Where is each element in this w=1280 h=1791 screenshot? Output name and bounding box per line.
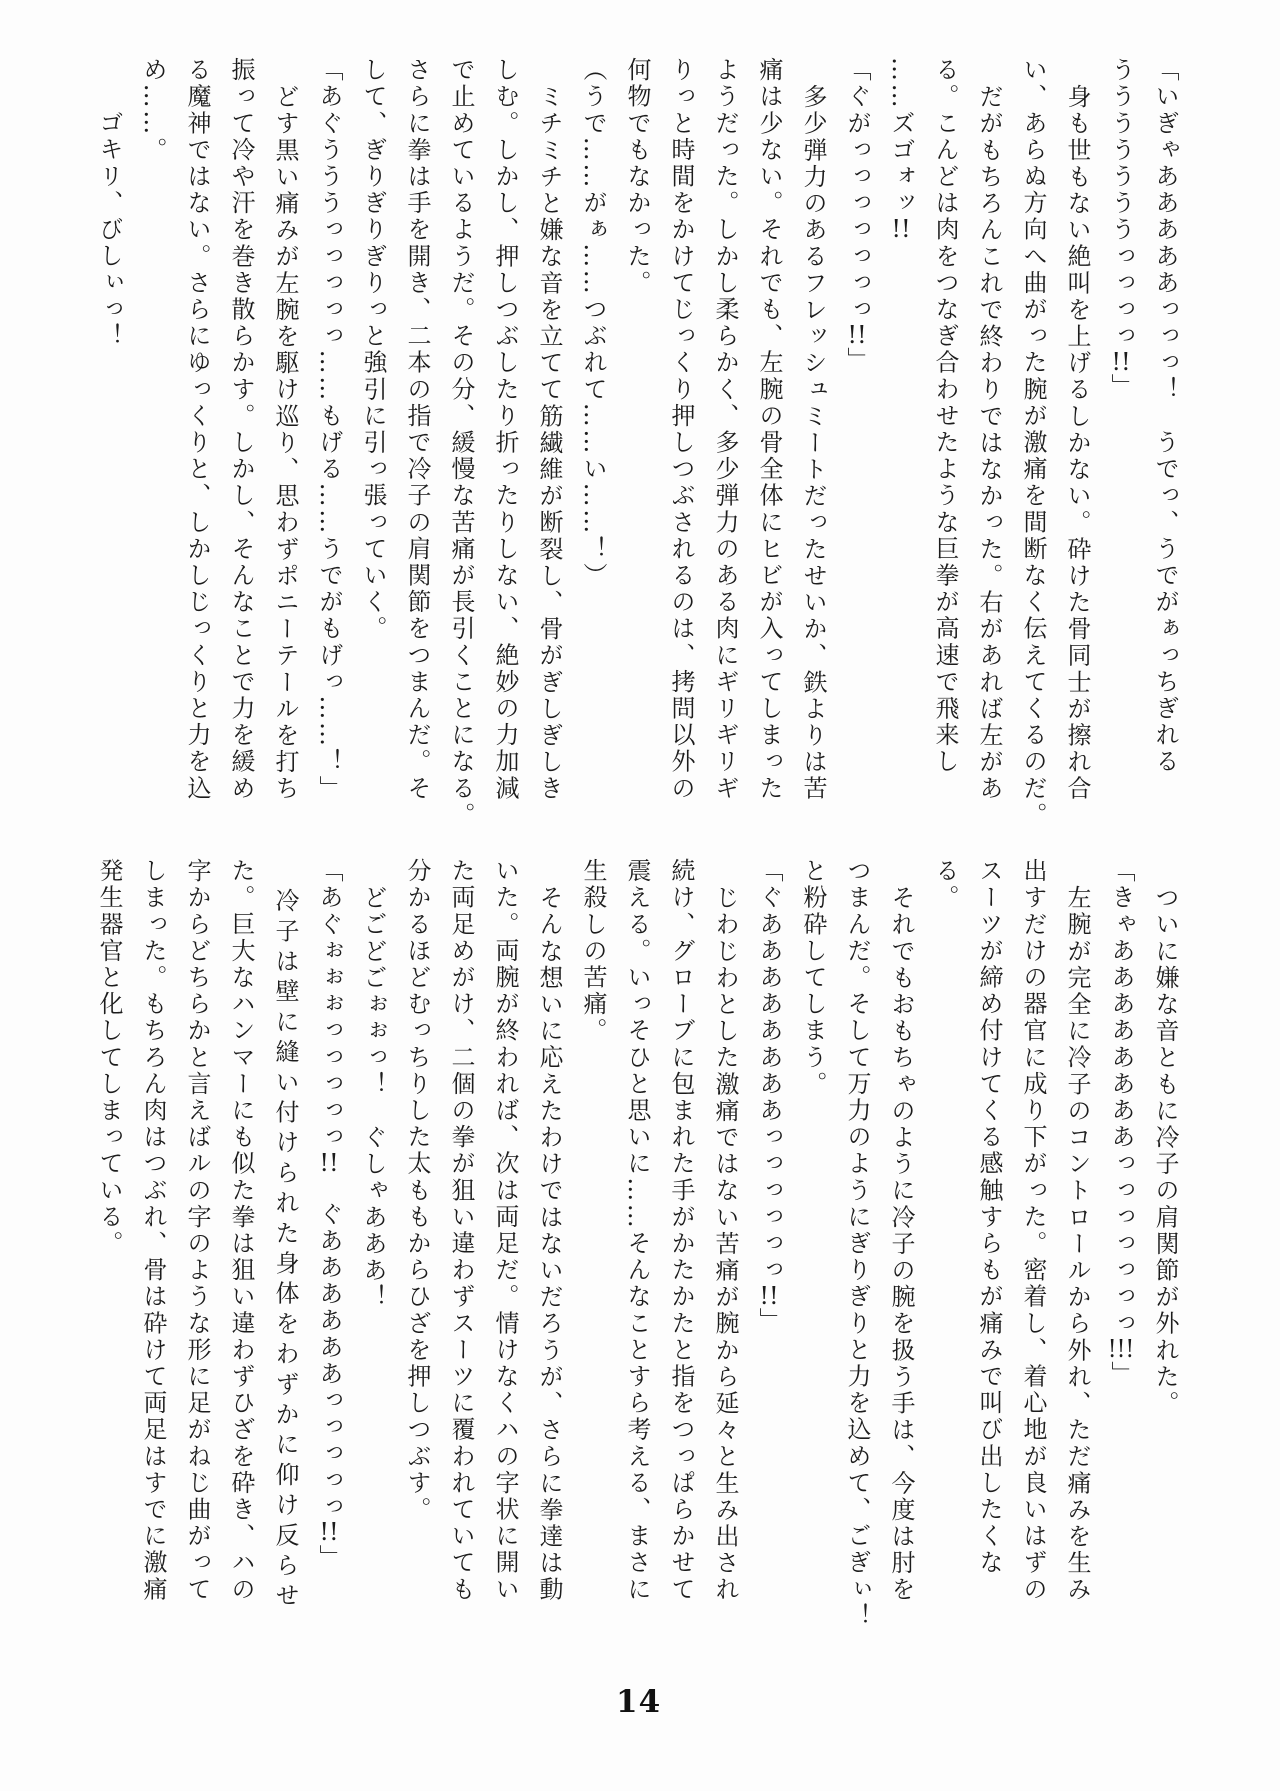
text-column: 冷子は壁に縫い付けられた身体をわずかに仰け反らせ: [271, 888, 299, 1613]
text-column: 「あぐぉぉぉっっっっっ!! ぐああああああっっっっっ!!」: [315, 858, 343, 1572]
text-column: 字からどちらかと言えばルの字のような形に足がねじ曲がって: [183, 858, 211, 1603]
tate-chu-yoko-exclamation: !!!: [1107, 1336, 1135, 1361]
text-column: スーツが締め付けてくる感触すらもが痛みで叫び出したくな: [975, 858, 1003, 1577]
tate-chu-yoko-exclamation: !!: [319, 1520, 339, 1545]
page-number: 14: [616, 1684, 662, 1720]
text-column: ミチミチと嫌な音を立てて筋繊維が断裂し、骨がぎしぎしき: [535, 83, 563, 802]
text-column: ゴキリ、びしぃっ！: [95, 110, 123, 350]
text-column: た。巨大なハンマーにも似た拳は狙い違わずひざを砕き、ハの: [227, 858, 255, 1603]
text-block-bottom: [87, 858, 1187, 1634]
tate-chu-yoko-exclamation: !!: [891, 216, 911, 241]
text-column: つまんだ。そして万力のようにぎりぎりと力を込めて、ごぎぃ！: [843, 858, 871, 1630]
text-column: め……。: [139, 57, 167, 164]
text-column: い、あらぬ方向へ曲がった腕が激痛を間断なく伝えてくるのだ。: [1019, 57, 1047, 829]
text-column: 震える。いっそひと思いに……そんなことすら考える、まさに: [623, 858, 651, 1603]
text-column: だがもちろんこれで終わりではなかった。右があれば左があ: [975, 83, 1003, 802]
text-column: ……ズゴォッ!!: [887, 57, 915, 241]
text-column: りっと時間をかけてじっくり押しつぶされるのは、拷問以外の: [667, 57, 695, 802]
text-column: た両足めがけ、二個の拳が狙い違わずスーツに覆われていても: [447, 858, 475, 1603]
text-column: で止めているようだ。その分、緩慢な苦痛が長引くことになる。: [447, 57, 475, 829]
tate-chu-yoko-exclamation: !!: [847, 323, 867, 347]
text-column: 「ぐがっっっっっっっ!!」: [843, 57, 871, 374]
text-column: る魔神ではない。さらにゆっくりと、しかしじっくりと力を込: [183, 57, 211, 802]
text-column: 生殺しの苦痛。: [579, 858, 607, 1045]
text-column: 痛は少ない。それでも、左腕の骨全体にヒビが入ってしまった: [755, 57, 783, 802]
text-column: それでもおもちゃのように冷子の腕を扱う手は、今度は肘を: [887, 884, 915, 1603]
text-column: しむ。しかし、押しつぶしたり折ったりしない、絶妙の力加減: [491, 57, 519, 802]
text-column: と粉砕してしまう。: [799, 858, 827, 1098]
text-column: 何物でもなかった。: [623, 57, 651, 297]
text-column: 「きゃああああああああっっっっっっっ!!!」: [1107, 858, 1135, 1388]
text-column: 「ぐああああああああっっっっっっ!!」: [755, 858, 783, 1335]
text-column: さらに拳は手を開き、二本の指で冷子の肩関節をつまんだ。そ: [403, 57, 431, 802]
text-column: る。: [931, 858, 959, 912]
text-column: 「あぐうううっっっっっ……もげる……うでがもげっ……！」: [315, 57, 343, 802]
text-column: 発生器官と化してしまっている。: [95, 858, 123, 1257]
text-column: ようだった。しかし柔らかく、多少弾力のある肉にギリギリギ: [711, 57, 739, 802]
text-column: して、ぎりぎりぎりっと強引に引っ張っていく。: [359, 57, 387, 643]
text-column: 身も世もない絶叫を上げるしかない。砕けた骨同士が擦れ合: [1063, 83, 1091, 802]
tate-chu-yoko-exclamation: !!: [759, 1283, 779, 1308]
text-block-top: [87, 57, 1187, 829]
text-column: 出すだけの器官に成り下がった。密着し、着心地が良いはずの: [1019, 858, 1047, 1603]
text-column: 振って冷や汗を巻き散らかす。しかし、そんなことで力を緩め: [227, 57, 255, 802]
text-column: 続け、グローブに包まれた手がかたかたと指をつっぱらかせて: [667, 858, 695, 1603]
tate-chu-yoko-exclamation: !!: [319, 1150, 339, 1175]
text-column: 分かるほどむっちりした太ももからひざを押しつぶす。: [403, 858, 431, 1523]
text-column: 多少弾力のあるフレッシュミートだったせいか、鉄よりは苦: [799, 83, 827, 802]
text-column: 「いぎゃあああああっっっ！ うでっ、うでがぁっちぎれる: [1151, 57, 1179, 776]
text-column: どごどごぉぉっ！ ぐしゃあああ！: [359, 884, 387, 1311]
text-column: 左腕が完全に冷子のコントロールから外れ、ただ痛みを生み: [1063, 884, 1091, 1603]
text-column: どす黒い痛みが左腕を駆け巡り、思わずポニーテールを打ち: [271, 83, 299, 802]
text-column: うううううううっっっっ!!」: [1107, 57, 1135, 401]
text-column: そんな想いに応えたわけではないだろうが、さらに拳達は動: [535, 884, 563, 1603]
text-column: （うで……がぁ……つぶれて……い……！）: [579, 57, 607, 589]
text-column: る。こんどは肉をつなぎ合わせたような巨拳が高速で飛来し: [931, 57, 959, 776]
tate-chu-yoko-exclamation: !!: [1111, 349, 1131, 374]
text-column: ついに嫌な音ともに冷子の肩関節が外れた。: [1151, 884, 1179, 1417]
text-column: いた。両腕が終われば、次は両足だ。情けなくハの字状に開い: [491, 858, 519, 1603]
text-column: しまった。もちろん肉はつぶれ、骨は砕けて両足はすでに激痛: [139, 858, 167, 1603]
text-column: じわじわとした激痛ではない苦痛が腕から延々と生み出され: [711, 884, 739, 1603]
